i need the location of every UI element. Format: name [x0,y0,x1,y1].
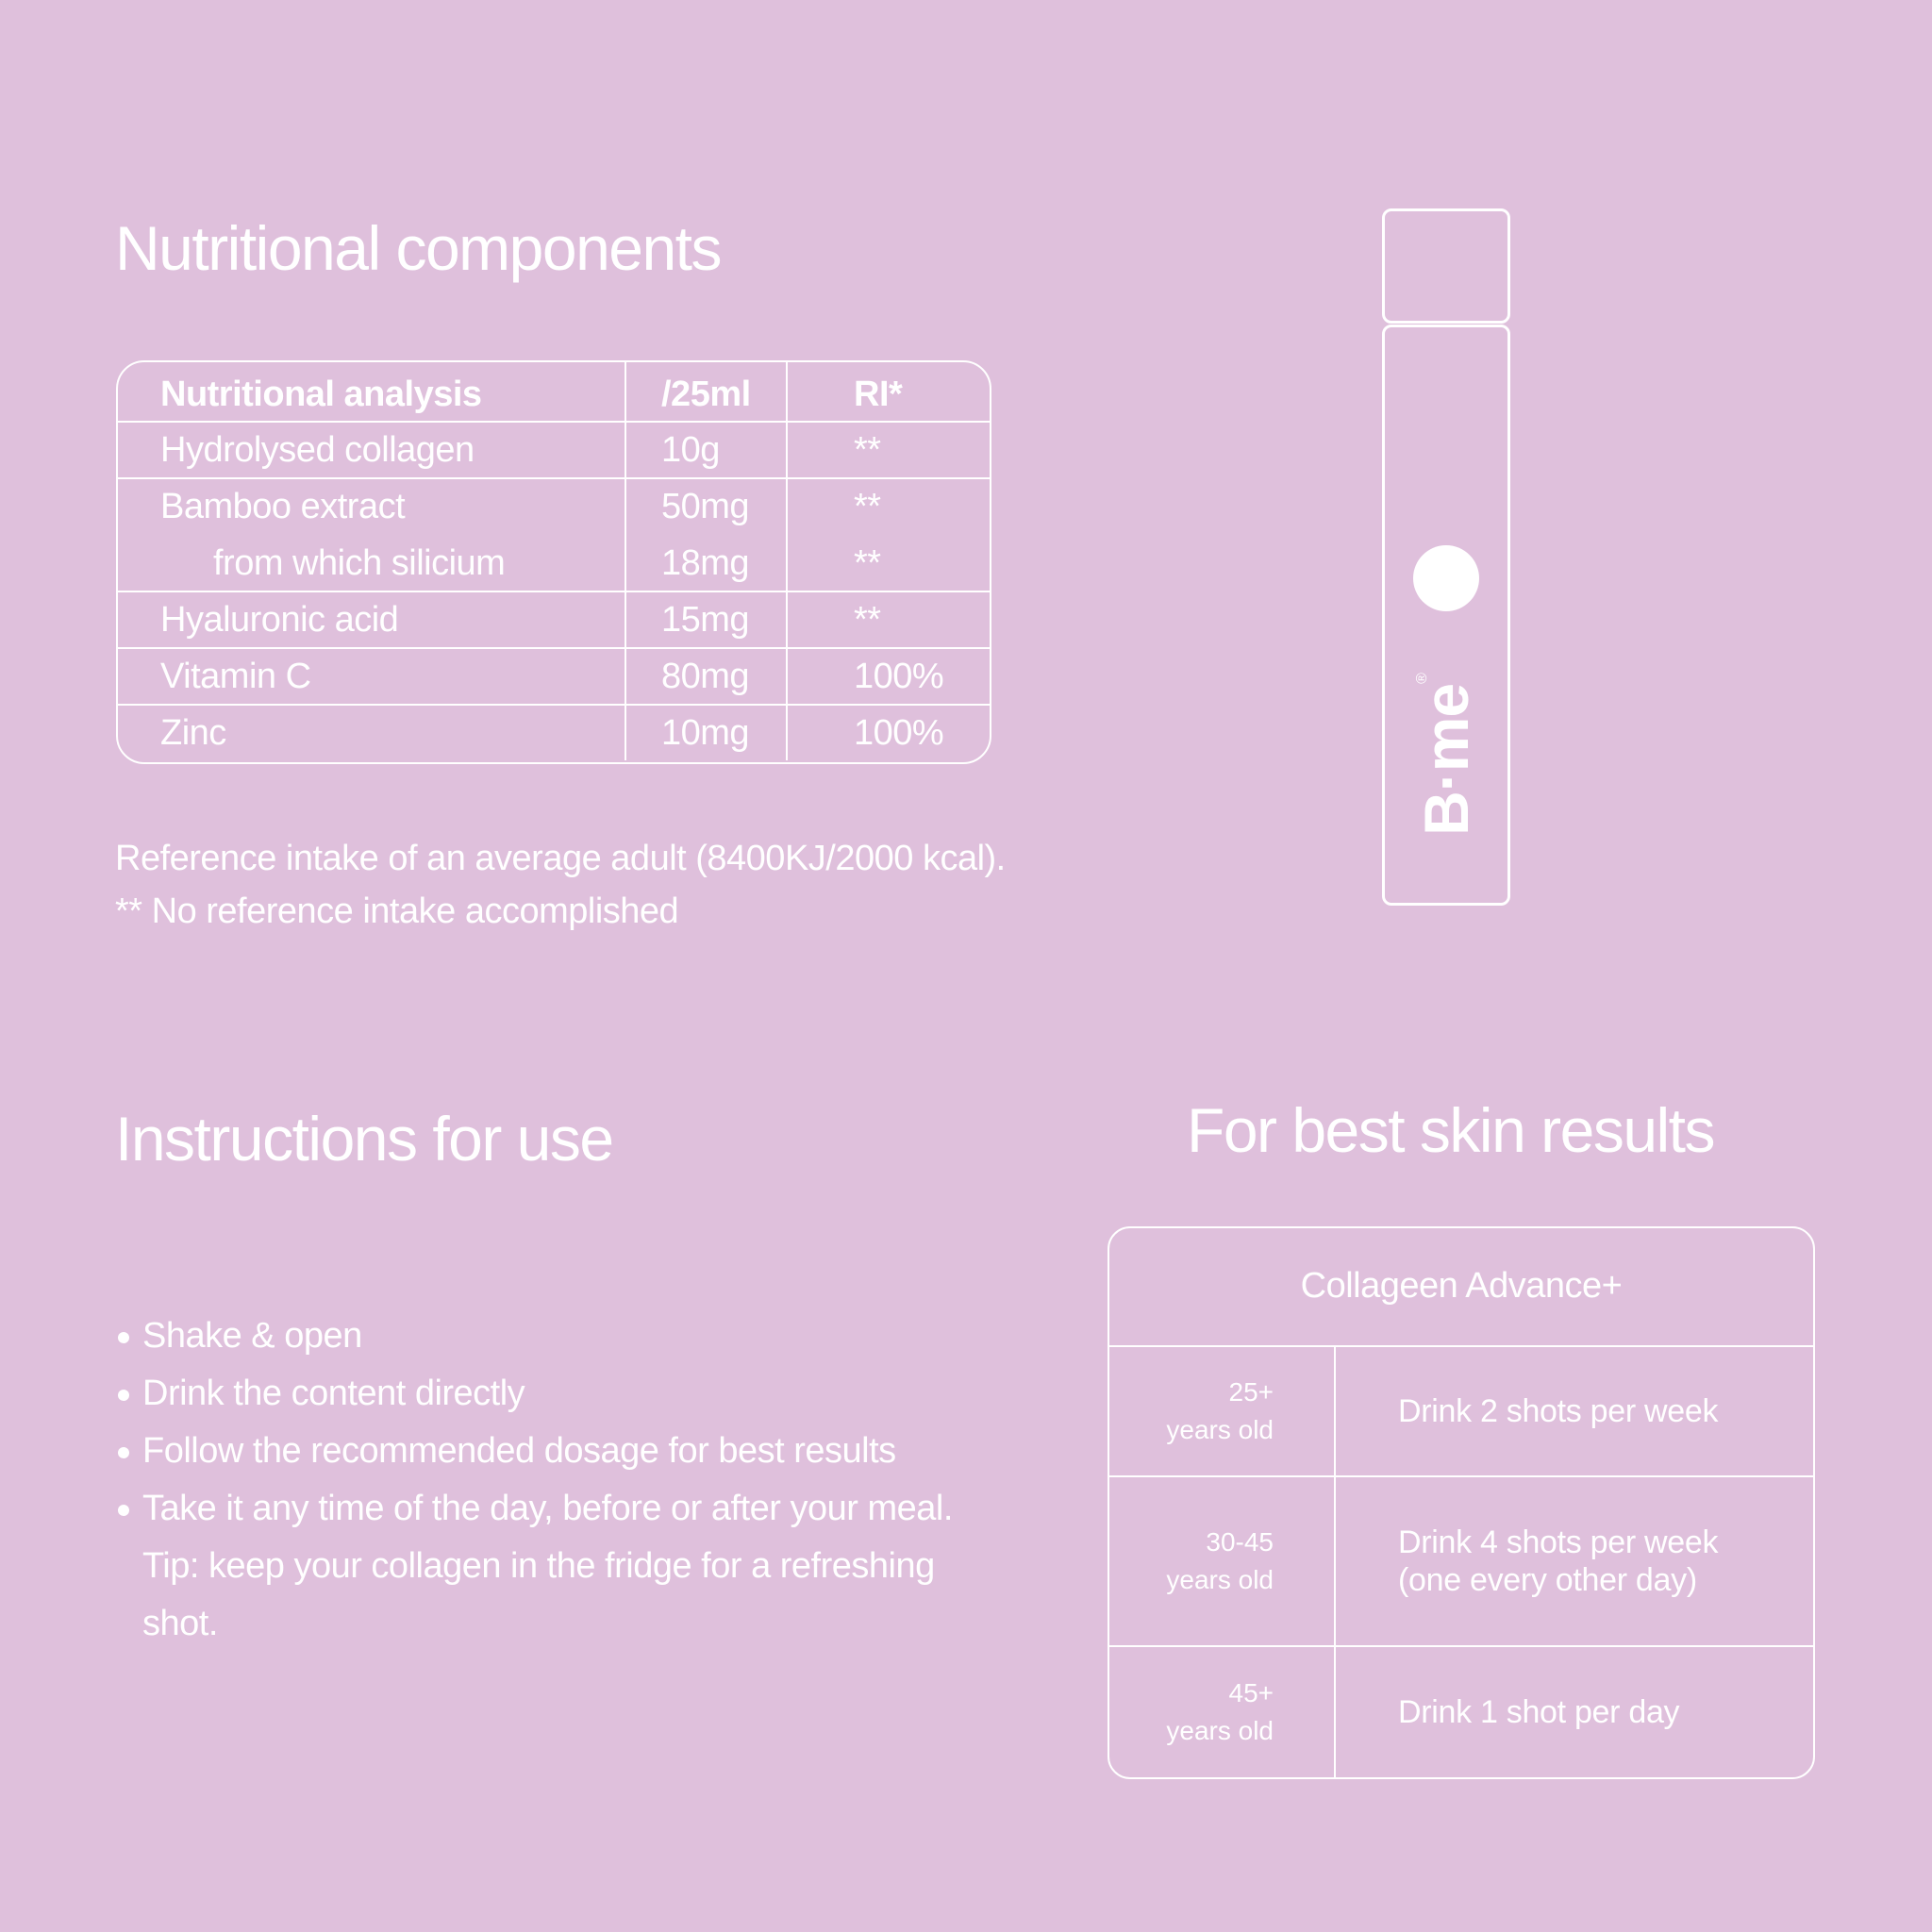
instruction-text: Shake & open [142,1316,362,1356]
age-value: 25+ [1228,1377,1274,1407]
dosage-table [1108,1226,1815,1779]
nutrient-amount: 80mg [661,657,750,696]
instructions-title: Instructions for use [115,1104,613,1174]
header-per-25ml: /25ml [661,375,751,414]
instructions-list [115,1307,1021,1653]
nutrient-ri: ** [854,487,881,526]
list-item [115,1365,1021,1423]
nutrient-ri: ** [854,430,881,470]
nutrient-amount: 15mg [661,600,750,640]
table-row [118,704,990,760]
nutrient-sub-ri: ** [854,543,881,583]
instruction-text: Follow the recommended dosage for best results [142,1431,896,1471]
nutrient-ri: 100% [854,713,944,753]
brand-logo-text: B·me [1411,683,1481,836]
age-value: 45+ [1228,1678,1274,1707]
vial-dot-icon [1413,545,1479,611]
instruction-text: Drink the content directly [142,1374,525,1413]
dosage [1336,1647,1813,1777]
dosage-line: Drink 1 shot per day [1398,1694,1680,1730]
nutrient-name: Hydrolysed collagen [160,430,475,470]
nutrient-name: Bamboo extract [160,487,406,526]
nutrient-ri: 100% [854,657,944,696]
nutrition-table-header [118,362,990,421]
dosage [1336,1347,1813,1475]
nutrient-name: Hyaluronic acid [160,600,399,640]
age-group [1109,1477,1336,1645]
registered-mark: ® [1414,674,1430,684]
age-group [1109,1347,1336,1475]
list-item [115,1423,1021,1480]
header-analysis: Nutritional analysis [160,375,482,414]
nutrition-title: Nutritional components [115,213,722,283]
dosage [1336,1477,1813,1645]
nutrition-table [116,360,991,764]
dosage-line: Drink 4 shots per week [1398,1524,1719,1560]
nutrient-subname: from which silicium [213,543,506,583]
nutrient-amount: 10g [661,430,720,470]
nutrient-name: Zinc [160,713,226,753]
product-name: Collageen Advance+ [1109,1228,1813,1347]
table-row [118,421,990,477]
table-row [118,477,990,591]
table-row [118,647,990,704]
age-unit: years old [1166,1716,1274,1745]
table-row [1109,1347,1813,1477]
reference-notes [115,832,1006,938]
age-group [1109,1647,1336,1777]
list-item [115,1480,1021,1653]
list-item [115,1307,1021,1365]
vial-cap [1382,208,1510,324]
nutrient-subamount: 18mg [661,543,750,583]
brand-logo [1411,674,1481,836]
header-ri: RI* [854,375,903,414]
nutrient-amount: 10mg [661,713,750,753]
reference-intake-note: Reference intake of an average adult (8400KJ/2000 kcal). [115,839,1006,878]
instruction-text: Take it any time of the day, before or after your meal. Tip: keep your collagen in the fridge for a refreshing shot. [142,1489,953,1643]
nutrient-amount: 50mg [661,487,750,526]
age-unit: years old [1166,1415,1274,1444]
table-row [1109,1477,1813,1647]
table-row [118,591,990,647]
nutrient-ri: ** [854,600,881,640]
table-row [1109,1647,1813,1777]
age-value: 30-45 [1206,1527,1274,1557]
age-unit: years old [1166,1565,1274,1594]
nutrient-name: Vitamin C [160,657,311,696]
results-title: For best skin results [1187,1095,1715,1165]
dosage-line-detail: (one every other day) [1398,1562,1697,1598]
no-reference-note: ** No reference intake accomplished [115,891,679,931]
dosage-line: Drink 2 shots per week [1398,1393,1719,1429]
